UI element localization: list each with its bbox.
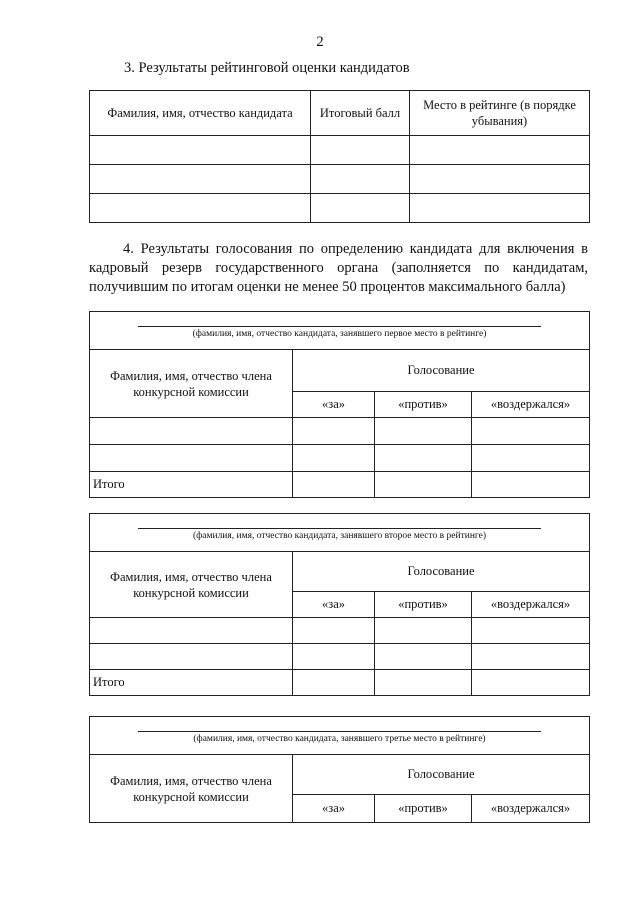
header-voting: Голосование — [293, 755, 590, 795]
signature-line — [138, 528, 541, 529]
signature-line — [138, 326, 541, 327]
place-cell[interactable] — [410, 165, 590, 194]
vote-table-third-place — [89, 716, 590, 823]
vote-abstain-label: «воздержался» — [472, 392, 590, 418]
score-cell[interactable] — [311, 136, 410, 165]
for-cell[interactable] — [293, 418, 375, 445]
against-cell[interactable] — [375, 644, 472, 670]
header-member-name: Фамилия, имя, отчество члена конкурсной комиссии — [90, 552, 293, 618]
page-number: 2 — [316, 34, 324, 50]
candidate-name-field[interactable] — [90, 312, 590, 350]
header-candidate-name: Фамилия, имя, отчество кандидата — [90, 91, 311, 136]
table-header-row — [90, 350, 590, 392]
vote-abstain-label: «воздержался» — [472, 795, 590, 823]
against-total-cell[interactable] — [375, 670, 472, 696]
candidate-name-cell[interactable] — [90, 136, 311, 165]
place-cell[interactable] — [410, 136, 590, 165]
total-label: Итого — [90, 472, 293, 498]
against-cell[interactable] — [375, 418, 472, 445]
table-row — [90, 644, 590, 670]
abstain-cell[interactable] — [472, 618, 590, 644]
member-cell[interactable] — [90, 418, 293, 445]
against-total-cell[interactable] — [375, 472, 472, 498]
abstain-cell[interactable] — [472, 445, 590, 472]
member-cell[interactable] — [90, 644, 293, 670]
table-header-row — [90, 755, 590, 795]
table-row — [90, 418, 590, 445]
candidate-name-field[interactable] — [90, 717, 590, 755]
table-row — [90, 136, 590, 165]
for-total-cell[interactable] — [293, 472, 375, 498]
candidate-caption: (фамилия, имя, отчество кандидата, занявшего третье место в рейтинге) — [193, 734, 486, 744]
header-member-name: Фамилия, имя, отчество члена конкурсной комиссии — [90, 755, 293, 823]
place-cell[interactable] — [410, 194, 590, 223]
table-header-row — [90, 91, 590, 136]
member-cell[interactable] — [90, 618, 293, 644]
for-total-cell[interactable] — [293, 670, 375, 696]
table-header-row — [90, 552, 590, 592]
candidate-name-cell[interactable] — [90, 194, 311, 223]
vote-for-label: «за» — [293, 392, 375, 418]
abstain-total-cell[interactable] — [472, 472, 590, 498]
candidate-row — [90, 312, 590, 350]
abstain-cell[interactable] — [472, 644, 590, 670]
header-voting: Голосование — [293, 350, 590, 392]
header-member-name: Фамилия, имя, отчество члена конкурсной комиссии — [90, 350, 293, 418]
abstain-total-cell[interactable] — [472, 670, 590, 696]
table-row — [90, 445, 590, 472]
candidate-caption: (фамилия, имя, отчество кандидата, занявшего первое место в рейтинге) — [192, 329, 487, 339]
score-cell[interactable] — [311, 165, 410, 194]
table-row — [90, 618, 590, 644]
vote-for-label: «за» — [293, 795, 375, 823]
vote-for-label: «за» — [293, 592, 375, 618]
header-total-score: Итоговый балл — [311, 91, 410, 136]
header-rating-place: Место в рейтинге (в порядке убывания) — [410, 91, 590, 136]
vote-table-second-place — [89, 513, 590, 696]
candidate-row — [90, 514, 590, 552]
vote-abstain-label: «воздержался» — [472, 592, 590, 618]
total-label: Итого — [90, 670, 293, 696]
for-cell[interactable] — [293, 618, 375, 644]
score-cell[interactable] — [311, 194, 410, 223]
total-row — [90, 472, 590, 498]
header-voting: Голосование — [293, 552, 590, 592]
section-4-text: 4. Результаты голосования по определению кандидата для включения в кадровый резерв государственного органа (заполняется по кандидатам, получившим по итогам оценки не менее 50 процентов максимального балла) — [89, 241, 588, 295]
for-cell[interactable] — [293, 445, 375, 472]
table-row — [90, 194, 590, 223]
section-3-title: 3. Результаты рейтинговой оценки кандидатов — [124, 60, 410, 76]
table-row — [90, 165, 590, 194]
vote-against-label: «против» — [375, 795, 472, 823]
candidate-name-cell[interactable] — [90, 165, 311, 194]
candidate-name-field[interactable] — [90, 514, 590, 552]
abstain-cell[interactable] — [472, 418, 590, 445]
rating-results-table — [89, 90, 590, 223]
member-cell[interactable] — [90, 445, 293, 472]
total-row — [90, 670, 590, 696]
vote-against-label: «против» — [375, 592, 472, 618]
signature-line — [138, 731, 541, 732]
against-cell[interactable] — [375, 618, 472, 644]
for-cell[interactable] — [293, 644, 375, 670]
vote-against-label: «против» — [375, 392, 472, 418]
against-cell[interactable] — [375, 445, 472, 472]
vote-table-first-place — [89, 311, 590, 498]
candidate-row — [90, 717, 590, 755]
candidate-caption: (фамилия, имя, отчество кандидата, занявшего второе место в рейтинге) — [192, 531, 487, 541]
